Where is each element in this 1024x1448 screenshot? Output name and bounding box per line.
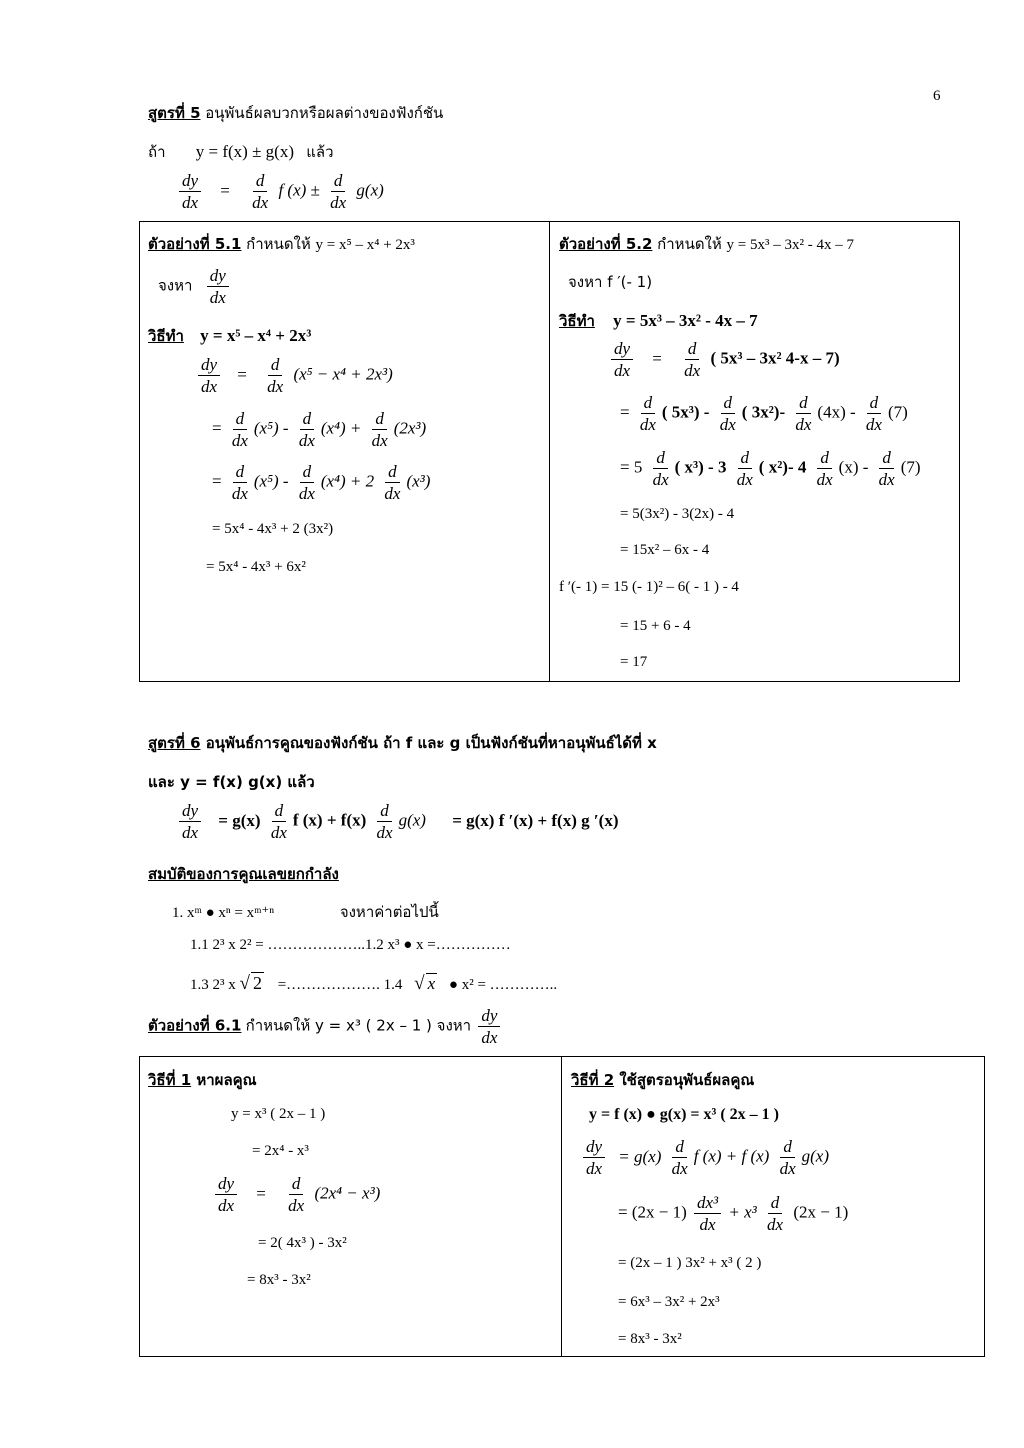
method-1-line3: $\frac{dy}{dx}$ = $\frac{d}{dx}$ (2x⁴ − x³)	[212, 1173, 380, 1217]
then-word: แล้ว	[306, 143, 334, 161]
formula5-title: อนุพันธ์ผลบวกหรือผลต่างของฟังก์ชัน	[200, 104, 444, 122]
exercise-1-3-1-4: 1.3 2³ x √ 2 =………………. 1.4 √ x ● x² = …………..	[190, 973, 558, 994]
page-number: 6	[933, 88, 941, 104]
dy-dx-fraction: $\frac{dy}{dx}$	[207, 265, 229, 309]
method-2-line4: = (2x – 1 ) 3x² + x³ ( 2 )	[618, 1255, 762, 1271]
example-5-2-label: ตัวอย่างที่ 5.2	[559, 235, 653, 253]
method-2-line1: y = f (x) ● g(x) = x³ ( 2x – 1 )	[589, 1106, 779, 1123]
formula5-heading	[148, 101, 443, 125]
method-1-line2: = 2x⁴ - x³	[252, 1143, 309, 1159]
example-5-2-line6: f ′(- 1) = 15 (- 1)² – 6( - 1 ) - 4	[559, 579, 739, 595]
formula5-label: สูตรที่ 5	[148, 104, 201, 122]
method-2-line2: $\frac{dy}{dx}$ = g(x) $\frac{d}{dx}$ f (x) + f (x) $\frac{d}{dx}$ g(x)	[580, 1136, 829, 1180]
method-2-label: วิธีที่ 2	[571, 1071, 615, 1089]
exercise-1-1-1-2: 1.1 2³ x 2² = ………………..1.2 x³ ● x =……………	[190, 937, 511, 953]
dy-dx-fraction: $\frac{dy}{dx}$	[179, 170, 201, 214]
formula6-product-rule: $\frac{dy}{dx}$ = g(x) $\frac{d}{dx}$ f (x) + f(x) $\frac{d}{dx}$ g(x) = g(x) f ′(x) + f(x) g ′(x)	[176, 800, 619, 844]
f-of-x: f (x) ±	[278, 180, 320, 200]
d-dx-fraction: $\frac{d}{dx}$	[330, 171, 347, 213]
example-5-2-line3: = 5 $\frac{d}{dx}$ ( x³) - 3 $\frac{d}{dx}$ ( x²)- 4 $\frac{d}{dx}$ (x) - $\frac{d}{dx}$ (7)	[620, 448, 921, 490]
example-5-2-line7: = 15 + 6 - 4	[620, 618, 691, 634]
example-5-1-find	[158, 265, 232, 309]
given-equation: y = 5x³ – 3x² - 4x – 7	[726, 237, 854, 253]
method-1-heading: วิธีที่ 1 หาผลคูณ	[148, 1071, 257, 1089]
equals: =	[220, 180, 230, 200]
example-5-1-line5: = 5x⁴ - 4x³ + 6x²	[206, 559, 306, 575]
example-5-2-line4: = 5(3x²) - 3(2x) - 4	[620, 506, 735, 522]
solution-label: วิธีทำ	[148, 327, 184, 345]
example-5-1-line3: = $\frac{d}{dx}$ (x⁵) - $\frac{d}{dx}$ (x⁴) + 2 $\frac{d}{dx}$ (x³)	[212, 462, 431, 504]
solution-equation: y = x⁵ – x⁴ + 2x³	[200, 326, 312, 345]
formula6-label: สูตรที่ 6	[148, 734, 201, 752]
example-5-1-line2: = $\frac{d}{dx}$ (x⁵) - $\frac{d}{dx}$ (x⁴) + $\frac{d}{dx}$ (2x³)	[212, 409, 427, 451]
method-2-line3: = (2x − 1) $\frac{\text{dx³}}{dx}$ + x³ $\frac{d}{dx}$ (2x − 1)	[618, 1193, 849, 1235]
formula6-and-line: และ y = f(x) g(x) แล้ว	[148, 773, 315, 791]
solution-label: วิธีทำ	[559, 312, 595, 330]
given-text: กำหนดให้	[241, 235, 316, 253]
example-5-2-heading: ตัวอย่างที่ 5.2 กำหนดให้ y = 5x³ – 3x² - 4x – 7	[559, 235, 854, 253]
example-5-1-line1: $\frac{dy}{dx}$ = $\frac{d}{dx}$ (x⁵ − x⁴ + 2x³)	[195, 354, 393, 398]
method-2-heading: วิธีที่ 2 ใช้สูตรอนุพันธ์ผลคูณ	[571, 1071, 755, 1089]
formula6-heading	[148, 731, 657, 755]
d-dx-fraction: $\frac{d}{dx}$	[252, 171, 269, 213]
example-5-2-find: จงหา f ′(- 1)	[568, 273, 653, 291]
given-equation: y = x⁵ – x⁴ + 2x³	[315, 237, 415, 253]
example-5-1-line4: = 5x⁴ - 4x³ + 2 (3x²)	[212, 521, 334, 537]
examples-5-divider	[549, 221, 550, 682]
method-2-line5: = 6x³ – 3x² + 2x³	[618, 1294, 720, 1310]
method-1-line1: y = x³ ( 2x – 1 )	[231, 1106, 326, 1122]
g-of-x: g(x)	[356, 180, 384, 200]
find-text: จงหา	[158, 276, 193, 295]
method-1-line5: = 8x³ - 3x²	[247, 1272, 311, 1288]
example-5-2-line8: = 17	[620, 654, 648, 670]
example-6-1-label: ตัวอย่างที่ 6.1	[148, 1016, 242, 1035]
example-5-2-line2: = $\frac{d}{dx}$ ( 5x³) - $\frac{d}{dx}$ ( 3x²)- $\frac{d}{dx}$ (4x) - $\frac{d}{dx}$ (7)	[620, 393, 908, 435]
example-5-2-solution-start: วิธีทำ y = 5x³ – 3x² - 4x – 7	[559, 311, 758, 330]
methods-divider	[561, 1056, 562, 1357]
formula5-stmt: y = f(x) ± g(x)	[195, 142, 294, 161]
example-5-2-line5: = 15x² – 6x - 4	[620, 542, 710, 558]
example-5-1-heading	[148, 232, 415, 256]
if-word: ถ้า	[148, 143, 166, 161]
method-1-line4: = 2( 4x³ ) - 3x²	[258, 1235, 347, 1251]
method-1-label: วิธีที่ 1	[148, 1071, 192, 1089]
example-5-1-label: ตัวอย่างที่ 5.1	[148, 235, 242, 253]
formula6-title: อนุพันธ์การคูณของฟังก์ชัน ถ้า f และ g เป็นฟังก์ชันที่หาอนุพันธ์ได้ที่ x	[200, 734, 657, 752]
exponent-properties-title: สมบัติของการคูณเลขยกกำลัง	[148, 865, 339, 883]
method-2-line6: = 8x³ - 3x²	[618, 1331, 682, 1347]
exponent-property-1: 1. xᵐ ● xⁿ = xᵐ⁺ⁿ จงหาค่าต่อไปนี้	[172, 903, 439, 921]
example-6-1-heading: ตัวอย่างที่ 6.1 กำหนดให้ y = x³ ( 2x – 1 ) จงหา $\frac{dy}{dx}$	[148, 1005, 503, 1049]
example-5-1-solution-start	[148, 324, 311, 348]
example-5-2-line1: $\frac{dy}{dx}$ = $\frac{d}{dx}$ ( 5x³ – 3x² 4-x – 7)	[608, 338, 840, 382]
formula5-derivative	[176, 170, 384, 214]
formula5-statement	[148, 140, 334, 164]
task-text: จงหาค่าต่อไปนี้	[339, 903, 439, 921]
